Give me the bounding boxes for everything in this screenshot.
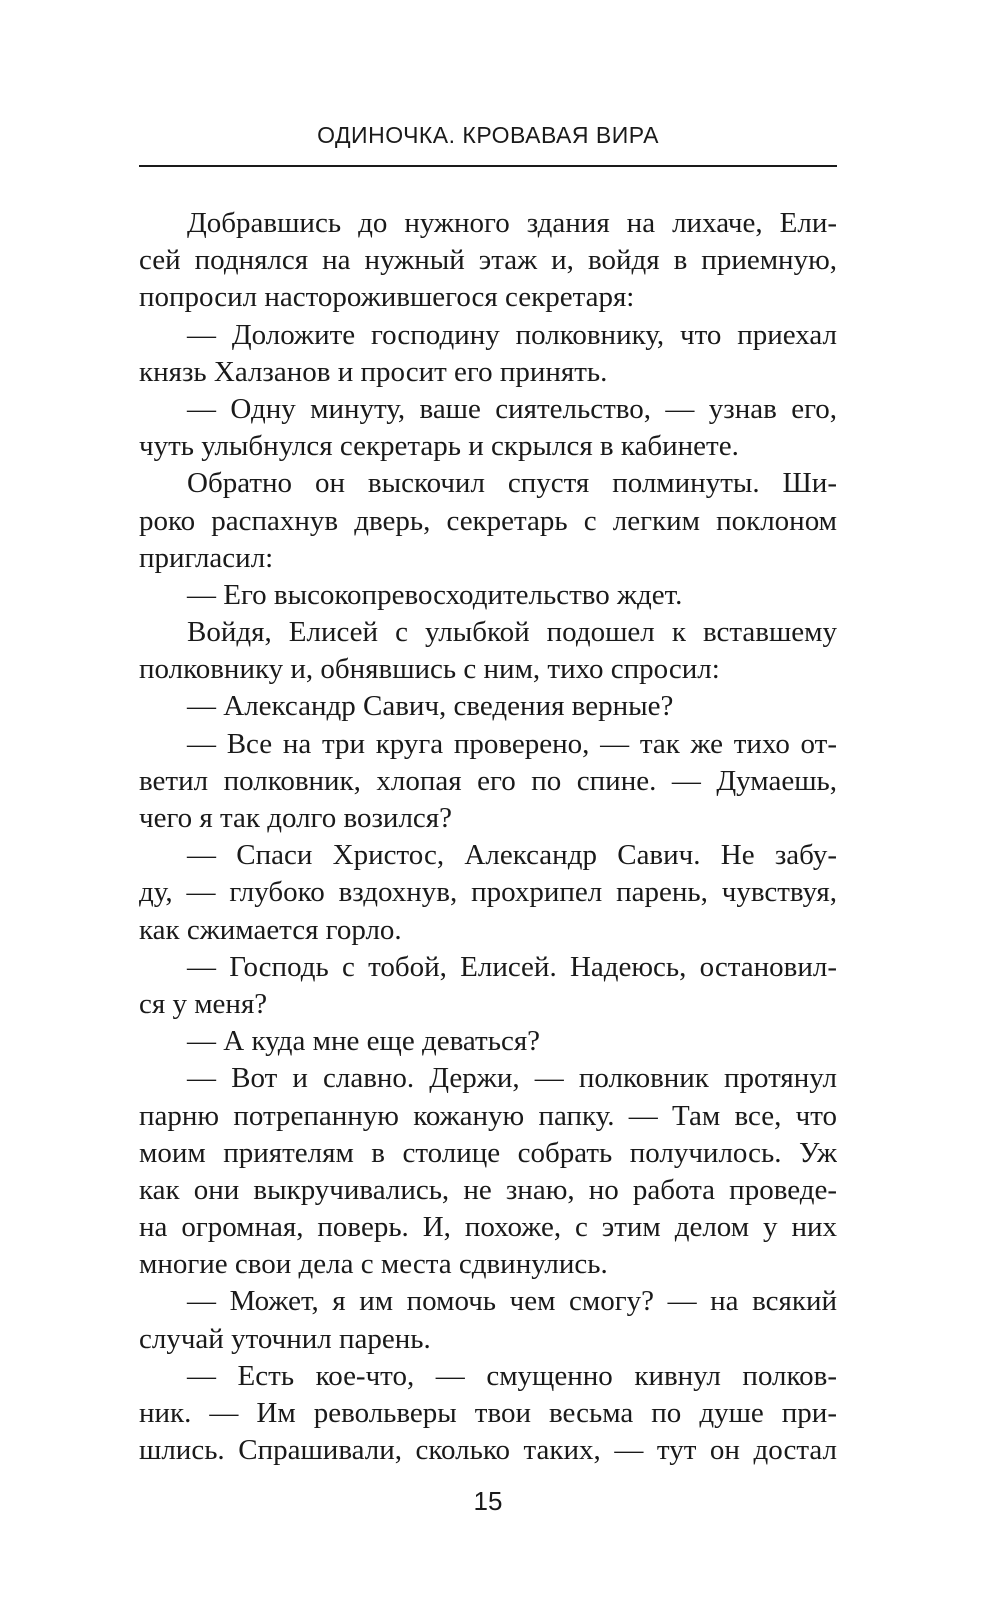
header-divider [139, 165, 837, 167]
text-line: — Господь с тобой, Елисей. Надеюсь, остановил- [187, 950, 837, 983]
text-line: парню потрепанную кожаную папку. — Там все, что [139, 1099, 837, 1132]
text-line: — Александр Савич, сведения верные? [187, 690, 674, 723]
text-line: — Одну минуту, ваше сиятельство, — узнав его, [187, 392, 837, 425]
text-line: ник. — Им револьверы твои весьма по душе при- [139, 1397, 837, 1429]
text-line: моим приятелям в столице собрать получилось. Уж [139, 1136, 837, 1169]
text-line: Войдя, Елисей с улыбкой подошел к вставшему [187, 616, 837, 649]
text-line: Обратно он выскочил спустя полминуты. Ши- [187, 467, 837, 500]
text-line: князь Халзанов и просит его принять. [139, 355, 608, 388]
text-line: на огромная, поверь. И, похоже, с этим делом у них [139, 1211, 837, 1244]
text-line: чуть улыбнулся секретарь и скрылся в кабинете. [139, 430, 739, 463]
text-line: — Вот и славно. Держи, — полковник протянул [187, 1062, 837, 1095]
text-line: Добравшись до нужного здания на лихаче, Ели- [187, 207, 837, 239]
text-line: как сжимается горло. [139, 913, 402, 946]
body-text [139, 205, 837, 1469]
text-line: — Его высокопревосходительство ждет. [187, 578, 683, 611]
text-line: — А куда мне еще деваться? [187, 1025, 541, 1058]
text-line: чего я так долго возился? [139, 802, 452, 834]
text-line: попросил насторожившегося секретаря: [139, 281, 635, 314]
page-number: 15 [473, 1486, 503, 1516]
text-line: пригласил: [139, 541, 274, 574]
text-line: случай уточнил парень. [139, 1322, 431, 1355]
text-line: ветил полковник, хлопая его по спине. — Думаешь, [139, 764, 837, 797]
text-line: — Спаси Христос, Александр Савич. Не забу- [187, 839, 837, 872]
text-line: шлись. Спрашивали, сколько таких, — тут он достал [139, 1434, 837, 1467]
text-line: полковнику и, обнявшись с ним, тихо спросил: [139, 653, 720, 686]
text-line: многие свои дела с места сдвинулись. [139, 1248, 608, 1281]
text-line: — Может, я им помочь чем смогу? — на всякий [187, 1285, 837, 1318]
text-line: — Доложите господину полковнику, что приехал [187, 318, 837, 351]
text-line: — Все на три круга проверено, — так же тихо от- [187, 727, 837, 760]
running-head-title: ОДИНОЧКА. КРОВАВАЯ ВИРА [317, 122, 659, 148]
text-line: ду, — глубоко вздохнув, прохрипел парень, чувствуя, [139, 876, 837, 909]
text-line: ся у меня? [139, 987, 268, 1020]
text-line: как они выкручивались, не знаю, но работа проведе- [139, 1173, 837, 1206]
text-line: — Есть кое-что, — смущенно кивнул полков- [187, 1359, 837, 1392]
text-line: сей поднялся на нужный этаж и, войдя в приемную, [139, 244, 837, 277]
text-line: роко распахнув дверь, секретарь с легким поклоном [139, 504, 837, 537]
